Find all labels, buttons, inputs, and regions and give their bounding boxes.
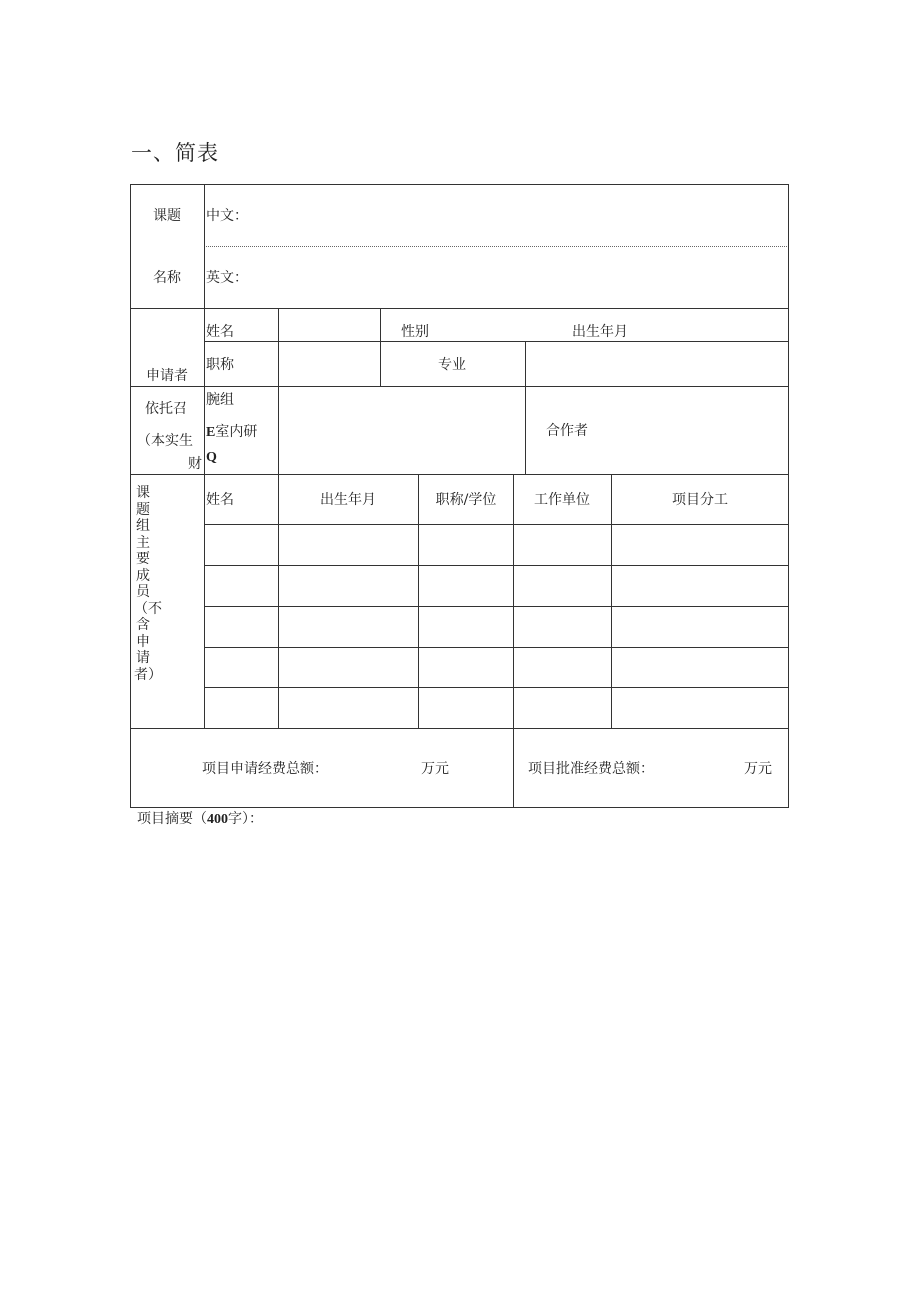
member-header-unit: 工作单位 — [534, 492, 590, 508]
unit-label-1: 依托召 — [145, 401, 187, 417]
divider-applicant — [204, 341, 789, 342]
border-applicant-bottom — [130, 386, 789, 387]
applicant-col-line — [525, 341, 526, 387]
unit-col-line — [525, 386, 526, 475]
member-col-line — [513, 474, 514, 729]
topic-chinese-label: 中文： — [206, 208, 248, 224]
section-title: 一、简表 — [131, 141, 219, 165]
funding-approved-unit: 万元 — [744, 761, 772, 777]
unit-sub-label-1: 腕组 — [206, 392, 234, 408]
member-header-role: 项目分工 — [672, 492, 728, 508]
topic-label-2: 名称 — [153, 270, 181, 286]
applicant-col-line — [380, 308, 381, 387]
funding-col-line — [513, 728, 514, 808]
member-header-birth: 出生年月 — [320, 492, 376, 508]
member-header-name: 姓名 — [206, 492, 234, 508]
border-left — [130, 184, 131, 808]
member-row-line — [204, 647, 789, 648]
applicant-name-label: 姓名 — [206, 324, 234, 340]
funding-approved-label: 项目批准经费总额： — [528, 761, 654, 777]
summary-label-post: 字）： — [228, 811, 263, 827]
applicant-birth-label: 出生年月 — [572, 324, 628, 340]
label-column-line — [204, 184, 205, 729]
member-row-line — [204, 687, 789, 688]
applicant-col-line — [278, 308, 279, 387]
unit-label-2: （本实生 — [137, 433, 193, 449]
member-row-line — [204, 565, 789, 566]
divider-topic — [204, 246, 789, 247]
border-topic-bottom — [130, 308, 789, 309]
border-unit-bottom — [130, 474, 789, 475]
topic-english-label: 英文： — [206, 270, 248, 286]
border-members-bottom — [130, 728, 789, 729]
member-header-title: 职称/学位 — [435, 492, 497, 508]
applicant-major-label: 专业 — [438, 357, 466, 373]
members-side-label: 课题组主要成员（不含申请者） — [134, 485, 162, 683]
topic-label-1: 课题 — [153, 208, 181, 224]
applicant-gender-label: 性别 — [401, 324, 429, 340]
border-top — [130, 184, 789, 185]
summary-label — [137, 808, 263, 828]
applicant-title-label: 职称 — [206, 357, 234, 373]
member-col-line — [418, 474, 419, 729]
member-row-line — [204, 524, 789, 525]
unit-sub-bold-2: Q — [206, 450, 217, 465]
unit-col-line — [278, 386, 279, 475]
funding-applied-label: 项目申请经费总额： — [202, 761, 328, 777]
summary-label-pre: 项目摘要（ — [137, 811, 207, 827]
unit-sub-rest: 室内研 — [215, 424, 258, 440]
unit-label-3: 财 — [188, 456, 202, 472]
member-col-line — [278, 474, 279, 729]
member-row-line — [204, 606, 789, 607]
funding-applied-unit: 万元 — [421, 761, 449, 777]
unit-sub-label-2 — [206, 424, 257, 441]
summary-label-num: 400 — [207, 812, 228, 827]
member-col-line — [611, 474, 612, 729]
border-right — [788, 184, 789, 808]
unit-sub-bold-1: E — [206, 425, 216, 440]
applicant-label: 申请者 — [146, 368, 188, 384]
cooperator-label: 合作者 — [546, 423, 588, 439]
